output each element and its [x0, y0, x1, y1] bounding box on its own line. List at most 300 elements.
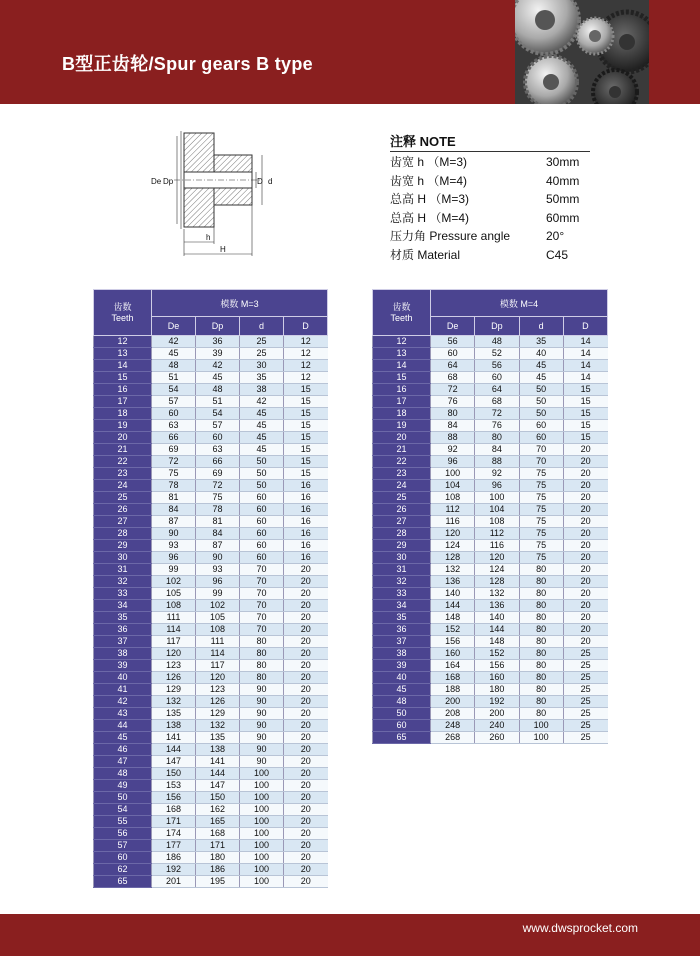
note-row [390, 246, 600, 265]
value-cell: 20 [563, 456, 607, 468]
value-cell: 90 [240, 684, 284, 696]
value-cell: 20 [284, 648, 328, 660]
teeth-cell: 35 [94, 612, 152, 624]
teeth-cell: 32 [94, 576, 152, 588]
column-header: d [240, 317, 284, 336]
table-row [373, 372, 608, 384]
value-cell: 141 [196, 756, 240, 768]
value-cell: 208 [431, 708, 475, 720]
table-row [94, 708, 328, 720]
value-cell: 87 [152, 516, 196, 528]
note-row [390, 190, 600, 209]
teeth-cell: 15 [373, 372, 431, 384]
value-cell: 171 [196, 840, 240, 852]
value-cell: 25 [563, 708, 607, 720]
teeth-cell: 45 [94, 732, 152, 744]
value-cell: 90 [240, 696, 284, 708]
value-cell: 56 [431, 336, 475, 348]
value-cell: 96 [475, 480, 519, 492]
table-row [373, 396, 608, 408]
table-row [94, 624, 328, 636]
value-cell: 75 [519, 516, 563, 528]
value-cell: 70 [240, 612, 284, 624]
table-row [94, 348, 328, 360]
value-cell: 78 [152, 480, 196, 492]
value-cell: 102 [196, 600, 240, 612]
value-cell: 15 [284, 432, 328, 444]
value-cell: 72 [196, 480, 240, 492]
table-row [94, 408, 328, 420]
teeth-cell: 50 [373, 708, 431, 720]
value-cell: 80 [519, 696, 563, 708]
value-cell: 20 [563, 516, 607, 528]
column-header: De [431, 317, 475, 336]
value-cell: 104 [431, 480, 475, 492]
value-cell: 20 [284, 864, 328, 876]
teeth-cell: 27 [373, 516, 431, 528]
column-header: d [519, 317, 563, 336]
value-cell: 120 [475, 552, 519, 564]
note-label: 压力角 Pressure angle [390, 229, 511, 244]
value-cell: 100 [519, 732, 563, 744]
value-cell: 20 [563, 612, 607, 624]
module-header: 模数 M=4 [431, 290, 608, 317]
table-row [373, 408, 608, 420]
table-row [94, 444, 328, 456]
value-cell: 20 [284, 624, 328, 636]
table-row [94, 588, 328, 600]
value-cell: 93 [196, 564, 240, 576]
teeth-cell: 23 [94, 468, 152, 480]
value-cell: 177 [152, 840, 196, 852]
value-cell: 45 [519, 372, 563, 384]
value-cell: 25 [563, 648, 607, 660]
value-cell: 70 [519, 456, 563, 468]
value-cell: 76 [475, 420, 519, 432]
teeth-cell: 35 [373, 612, 431, 624]
value-cell: 45 [519, 360, 563, 372]
value-cell: 80 [240, 648, 284, 660]
value-cell: 50 [519, 408, 563, 420]
value-cell: 15 [284, 468, 328, 480]
value-cell: 78 [196, 504, 240, 516]
value-cell: 200 [475, 708, 519, 720]
table-row [94, 492, 328, 504]
value-cell: 60 [240, 492, 284, 504]
value-cell: 42 [240, 396, 284, 408]
value-cell: 100 [240, 780, 284, 792]
table-row [373, 480, 608, 492]
value-cell: 35 [519, 336, 563, 348]
value-cell: 16 [284, 516, 328, 528]
value-cell: 20 [563, 636, 607, 648]
value-cell: 100 [519, 720, 563, 732]
value-cell: 80 [519, 648, 563, 660]
value-cell: 100 [240, 852, 284, 864]
teeth-cell: 54 [94, 804, 152, 816]
value-cell: 162 [196, 804, 240, 816]
value-cell: 92 [475, 468, 519, 480]
value-cell: 64 [475, 384, 519, 396]
value-cell: 88 [431, 432, 475, 444]
teeth-cell: 23 [373, 468, 431, 480]
value-cell: 40 [519, 348, 563, 360]
value-cell: 48 [152, 360, 196, 372]
note-label: 齿宽 h （M=3) [390, 155, 468, 169]
teeth-cell: 41 [94, 684, 152, 696]
teeth-cell: 60 [373, 720, 431, 732]
value-cell: 192 [475, 696, 519, 708]
teeth-cell: 29 [373, 540, 431, 552]
table-row [94, 816, 328, 828]
value-cell: 20 [284, 828, 328, 840]
teeth-cell: 34 [94, 600, 152, 612]
value-cell: 20 [563, 444, 607, 456]
value-cell: 132 [152, 696, 196, 708]
spec-table-m3 [93, 289, 328, 888]
table-row [94, 456, 328, 468]
table-row [373, 444, 608, 456]
value-cell: 25 [563, 720, 607, 732]
value-cell: 69 [152, 444, 196, 456]
value-cell: 50 [240, 468, 284, 480]
value-cell: 72 [431, 384, 475, 396]
value-cell: 60 [240, 516, 284, 528]
value-cell: 108 [152, 600, 196, 612]
table-row [94, 648, 328, 660]
value-cell: 20 [284, 732, 328, 744]
table-row [94, 480, 328, 492]
value-cell: 99 [152, 564, 196, 576]
value-cell: 60 [240, 552, 284, 564]
value-cell: 14 [563, 336, 607, 348]
note-row [390, 172, 600, 191]
value-cell: 124 [475, 564, 519, 576]
value-cell: 164 [431, 660, 475, 672]
column-header: D [284, 317, 328, 336]
column-header: Dp [475, 317, 519, 336]
value-cell: 147 [196, 780, 240, 792]
teeth-cell: 38 [94, 648, 152, 660]
teeth-cell: 21 [94, 444, 152, 456]
value-cell: 20 [284, 672, 328, 684]
table-row [94, 396, 328, 408]
value-cell: 87 [196, 540, 240, 552]
value-cell: 268 [431, 732, 475, 744]
value-cell: 15 [284, 384, 328, 396]
value-cell: 38 [240, 384, 284, 396]
value-cell: 153 [152, 780, 196, 792]
teeth-cell: 33 [94, 588, 152, 600]
table-row [373, 468, 608, 480]
value-cell: 128 [475, 576, 519, 588]
table-row [94, 432, 328, 444]
value-cell: 102 [152, 576, 196, 588]
value-cell: 66 [152, 432, 196, 444]
value-cell: 20 [284, 684, 328, 696]
teeth-cell: 13 [94, 348, 152, 360]
value-cell: 57 [196, 420, 240, 432]
value-cell: 64 [431, 360, 475, 372]
value-cell: 148 [475, 636, 519, 648]
value-cell: 25 [563, 696, 607, 708]
teeth-cell: 49 [94, 780, 152, 792]
value-cell: 70 [240, 576, 284, 588]
value-cell: 14 [563, 372, 607, 384]
table-row [94, 804, 328, 816]
website-url: www.dwsprocket.com [522, 921, 638, 935]
teeth-cell: 20 [94, 432, 152, 444]
value-cell: 51 [196, 396, 240, 408]
value-cell: 80 [519, 600, 563, 612]
value-cell: 69 [196, 468, 240, 480]
teeth-cell: 36 [373, 624, 431, 636]
value-cell: 45 [240, 432, 284, 444]
teeth-cell: 47 [94, 756, 152, 768]
value-cell: 50 [240, 480, 284, 492]
value-cell: 20 [284, 780, 328, 792]
value-cell: 12 [284, 372, 328, 384]
value-cell: 15 [563, 408, 607, 420]
notes-panel [390, 131, 600, 265]
value-cell: 51 [152, 372, 196, 384]
table-row [94, 720, 328, 732]
value-cell: 50 [240, 456, 284, 468]
note-label: 总高 H （M=4) [390, 210, 470, 225]
value-cell: 20 [284, 852, 328, 864]
value-cell: 80 [519, 576, 563, 588]
teeth-cell: 37 [373, 636, 431, 648]
value-cell: 112 [431, 504, 475, 516]
table-row [373, 588, 608, 600]
label-D: D [257, 177, 263, 186]
value-cell: 112 [475, 528, 519, 540]
table-row [94, 468, 328, 480]
table-row [373, 528, 608, 540]
value-cell: 80 [519, 564, 563, 576]
value-cell: 72 [152, 456, 196, 468]
value-cell: 15 [284, 396, 328, 408]
value-cell: 20 [563, 528, 607, 540]
value-cell: 60 [240, 540, 284, 552]
value-cell: 45 [240, 420, 284, 432]
teeth-cell: 16 [94, 384, 152, 396]
value-cell: 20 [284, 720, 328, 732]
gears-photo-image [515, 0, 649, 104]
value-cell: 116 [475, 540, 519, 552]
value-cell: 20 [284, 768, 328, 780]
value-cell: 20 [563, 600, 607, 612]
value-cell: 75 [519, 480, 563, 492]
table-row [94, 420, 328, 432]
value-cell: 138 [196, 744, 240, 756]
value-cell: 20 [284, 564, 328, 576]
value-cell: 25 [563, 672, 607, 684]
table-row [94, 504, 328, 516]
value-cell: 60 [475, 372, 519, 384]
teeth-cell: 12 [373, 336, 431, 348]
note-value: 60mm [546, 210, 580, 225]
value-cell: 15 [284, 456, 328, 468]
value-cell: 92 [431, 444, 475, 456]
value-cell: 60 [196, 432, 240, 444]
label-d: d [268, 177, 273, 186]
teeth-header [94, 290, 152, 336]
value-cell: 90 [240, 708, 284, 720]
value-cell: 195 [196, 876, 240, 888]
value-cell: 20 [563, 588, 607, 600]
table-row [94, 864, 328, 876]
value-cell: 75 [519, 528, 563, 540]
value-cell: 129 [152, 684, 196, 696]
value-cell: 140 [431, 588, 475, 600]
table-row [373, 660, 608, 672]
value-cell: 100 [240, 804, 284, 816]
table-row [373, 504, 608, 516]
value-cell: 42 [152, 336, 196, 348]
value-cell: 80 [431, 408, 475, 420]
gear-cross-section-diagram [150, 128, 290, 258]
value-cell: 90 [240, 720, 284, 732]
note-value: 20° [546, 229, 565, 244]
value-cell: 80 [240, 636, 284, 648]
value-cell: 100 [240, 828, 284, 840]
value-cell: 132 [475, 588, 519, 600]
teeth-cell: 31 [94, 564, 152, 576]
teeth-cell: 38 [373, 648, 431, 660]
teeth-cell: 14 [94, 360, 152, 372]
teeth-cell: 28 [373, 528, 431, 540]
value-cell: 16 [284, 528, 328, 540]
table-row [373, 696, 608, 708]
value-cell: 123 [196, 684, 240, 696]
teeth-cell: 37 [94, 636, 152, 648]
value-cell: 111 [196, 636, 240, 648]
value-cell: 12 [284, 360, 328, 372]
teeth-cell: 33 [373, 588, 431, 600]
table-row [94, 612, 328, 624]
value-cell: 80 [519, 612, 563, 624]
value-cell: 20 [563, 564, 607, 576]
value-cell: 20 [284, 612, 328, 624]
value-cell: 60 [519, 420, 563, 432]
teeth-header-cn: 齿数 [113, 301, 132, 312]
table-row [94, 564, 328, 576]
value-cell: 80 [519, 624, 563, 636]
teeth-cell: 40 [94, 672, 152, 684]
value-cell: 144 [152, 744, 196, 756]
value-cell: 96 [196, 576, 240, 588]
table-row [373, 456, 608, 468]
table-row [94, 540, 328, 552]
value-cell: 12 [284, 348, 328, 360]
value-cell: 114 [152, 624, 196, 636]
teeth-cell: 31 [373, 564, 431, 576]
value-cell: 20 [284, 600, 328, 612]
value-cell: 39 [196, 348, 240, 360]
teeth-cell: 18 [94, 408, 152, 420]
value-cell: 248 [431, 720, 475, 732]
value-cell: 14 [563, 348, 607, 360]
value-cell: 16 [284, 552, 328, 564]
teeth-header-cn: 齿数 [392, 301, 411, 312]
value-cell: 63 [152, 420, 196, 432]
teeth-header-en: Teeth [390, 312, 413, 323]
gears-photo [515, 0, 649, 104]
value-cell: 16 [284, 492, 328, 504]
table-row [94, 828, 328, 840]
value-cell: 60 [431, 348, 475, 360]
value-cell: 15 [563, 432, 607, 444]
teeth-cell: 30 [94, 552, 152, 564]
column-header: D [563, 317, 607, 336]
value-cell: 84 [196, 528, 240, 540]
teeth-cell: 39 [94, 660, 152, 672]
value-cell: 20 [563, 576, 607, 588]
table-row [94, 840, 328, 852]
value-cell: 174 [152, 828, 196, 840]
value-cell: 80 [519, 684, 563, 696]
teeth-cell: 19 [94, 420, 152, 432]
value-cell: 70 [519, 444, 563, 456]
value-cell: 150 [152, 768, 196, 780]
note-value: C45 [546, 247, 569, 262]
value-cell: 168 [196, 828, 240, 840]
value-cell: 16 [284, 480, 328, 492]
value-cell: 75 [519, 540, 563, 552]
value-cell: 25 [240, 348, 284, 360]
value-cell: 100 [240, 876, 284, 888]
value-cell: 123 [152, 660, 196, 672]
table-row [373, 720, 608, 732]
value-cell: 20 [284, 840, 328, 852]
value-cell: 20 [563, 504, 607, 516]
table-row [94, 360, 328, 372]
table-row [94, 336, 328, 348]
label-Dp: Dp [163, 177, 174, 186]
value-cell: 60 [519, 432, 563, 444]
value-cell: 141 [152, 732, 196, 744]
value-cell: 25 [240, 336, 284, 348]
value-cell: 80 [519, 588, 563, 600]
value-cell: 75 [196, 492, 240, 504]
table-row [373, 612, 608, 624]
table-row [373, 600, 608, 612]
value-cell: 144 [196, 768, 240, 780]
teeth-cell: 28 [94, 528, 152, 540]
value-cell: 12 [284, 336, 328, 348]
value-cell: 138 [152, 720, 196, 732]
value-cell: 20 [284, 576, 328, 588]
value-cell: 152 [431, 624, 475, 636]
value-cell: 80 [240, 672, 284, 684]
value-cell: 20 [284, 588, 328, 600]
value-cell: 20 [563, 492, 607, 504]
table-row [94, 696, 328, 708]
value-cell: 70 [240, 564, 284, 576]
value-cell: 36 [196, 336, 240, 348]
value-cell: 186 [152, 852, 196, 864]
teeth-cell: 17 [94, 396, 152, 408]
table-row [94, 528, 328, 540]
value-cell: 100 [240, 768, 284, 780]
value-cell: 20 [284, 708, 328, 720]
value-cell: 128 [431, 552, 475, 564]
column-header: Dp [196, 317, 240, 336]
note-label: 齿宽 h （M=4) [390, 173, 468, 188]
teeth-cell: 18 [373, 408, 431, 420]
value-cell: 104 [475, 504, 519, 516]
